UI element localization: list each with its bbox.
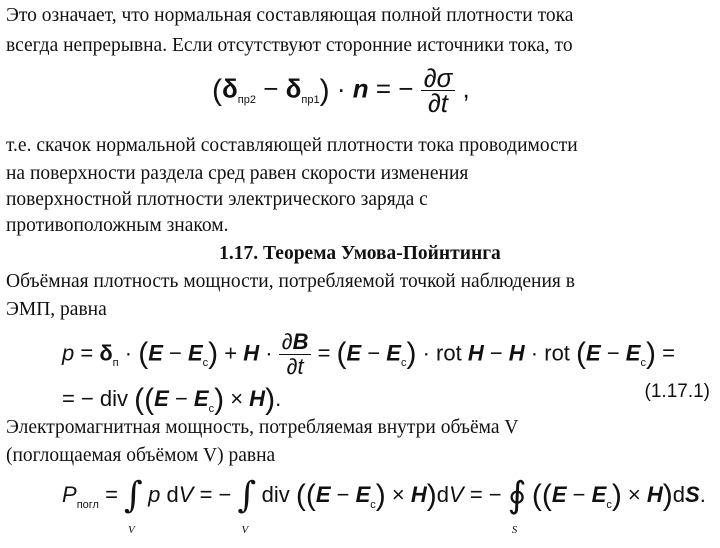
paragraph-line: ЭМП, равна [6,299,107,320]
paragraph-line: всегда непрерывна. Если отсутствуют сторонние источники тока, то [6,35,573,56]
equation-number: (1.17.1) [644,381,710,402]
equation-power-density-line1: $p = \delta_п \cdot (E - E_с) + H$ · $\frac{\partial B}{\partial t}$ = $(E - E_с)$ · rot H − H · rot $(E - E_с)$ = [62,329,675,379]
equation-power-density-line2: = − div $((E - E_с) \times H)$. [62,383,282,416]
paragraph-line: поверхностной плотности электрического заряда с [6,189,428,210]
equation-absorbed-power: $P_{погл}$ = ∫ V p dV = − ∫ V div $((E - E_с) \times H)dV$ = − ∮ S $((E - E_с) \times H)dS$. [62,475,706,537]
paragraph-line: т.е. скачок нормальной составляющей плотности тока проводимости [6,135,578,156]
paragraph-line: (поглощаемая объёмом V) равна [6,445,276,466]
paragraph-line: Это означает, что нормальная составляющая полной плотности тока [6,5,574,26]
paragraph-line: на поверхности раздела сред равен скорости изменения [6,163,469,184]
paragraph-line: Электромагнитная мощность, потребляемая внутри объёма V [6,417,519,438]
paragraph-line: противоположным знаком. [6,215,229,236]
paragraph-line: Объёмная плотность мощности, потребляемой точкой наблюдения в [6,271,575,292]
equation-normal-jump: $(\delta_{пр2} - \delta_{пр1}) \cdot n$ = − $\frac{\partial\sigma}{\partial t}$ , [212,63,470,118]
section-heading: 1.17. Теорема Умова-Пойнтинга [219,243,501,264]
